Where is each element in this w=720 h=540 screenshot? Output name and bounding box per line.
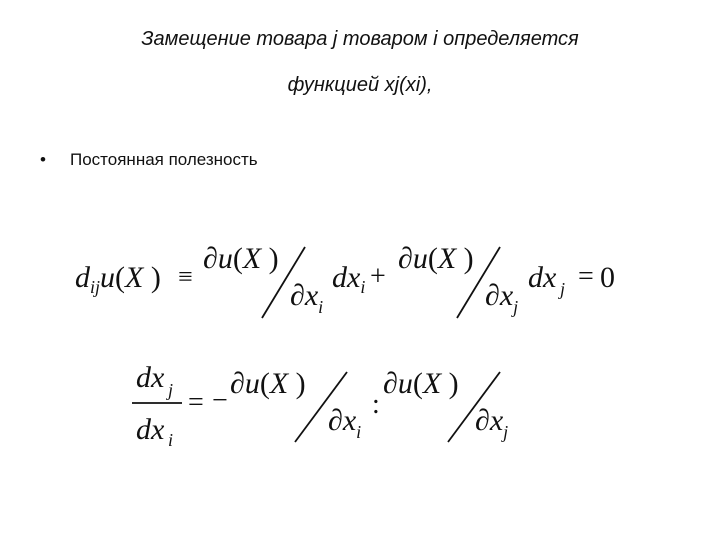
- svg-text:=: =: [578, 261, 594, 292]
- svg-text:∂xi: $\partial x_i$: [328, 404, 362, 442]
- svg-text:∂xj: $\partial x_j$: [475, 404, 509, 442]
- bullet-marker: •: [40, 150, 46, 169]
- svg-text:∂u(X ): ∂u(X ): [398, 242, 474, 275]
- svg-text:dx: dx: [528, 261, 557, 294]
- svg-text:+: +: [370, 261, 386, 292]
- svg-text:i: i: [168, 430, 174, 450]
- svg-text:0: 0: [600, 261, 615, 294]
- svg-text:dxi: $dx_i$: [332, 261, 366, 297]
- svg-text::: :: [372, 389, 380, 420]
- svg-text:∂u(X ): ∂u(X ): [203, 242, 279, 275]
- equation-total-differential: [75, 242, 615, 318]
- equation-substitution-ratio: [132, 361, 508, 450]
- slide-title-line-1: Замещение товара j товаром i определяется: [141, 28, 579, 50]
- svg-text:∂u(X ): ∂u(X ): [383, 367, 459, 400]
- svg-text:−: −: [212, 385, 228, 416]
- svg-text:dx: dx: [136, 413, 165, 446]
- svg-text:=: =: [188, 387, 204, 418]
- svg-text:∂u(X ): ∂u(X ): [230, 367, 306, 400]
- svg-text:≡: ≡: [178, 262, 193, 291]
- svg-text:diju(X ): $d_{ij}u(X$ ): [75, 261, 161, 297]
- svg-text:j: j: [168, 380, 174, 400]
- svg-text:dx: dx: [136, 361, 165, 394]
- slide-title-line-2: функцией xj(xi),: [287, 74, 433, 96]
- svg-text:j: j: [560, 279, 566, 299]
- svg-text:∂xi: $\partial x_i$: [290, 279, 324, 317]
- bullet-text: Постоянная полезность: [70, 150, 258, 169]
- svg-text:∂xj: $\partial x_j$: [485, 279, 519, 317]
